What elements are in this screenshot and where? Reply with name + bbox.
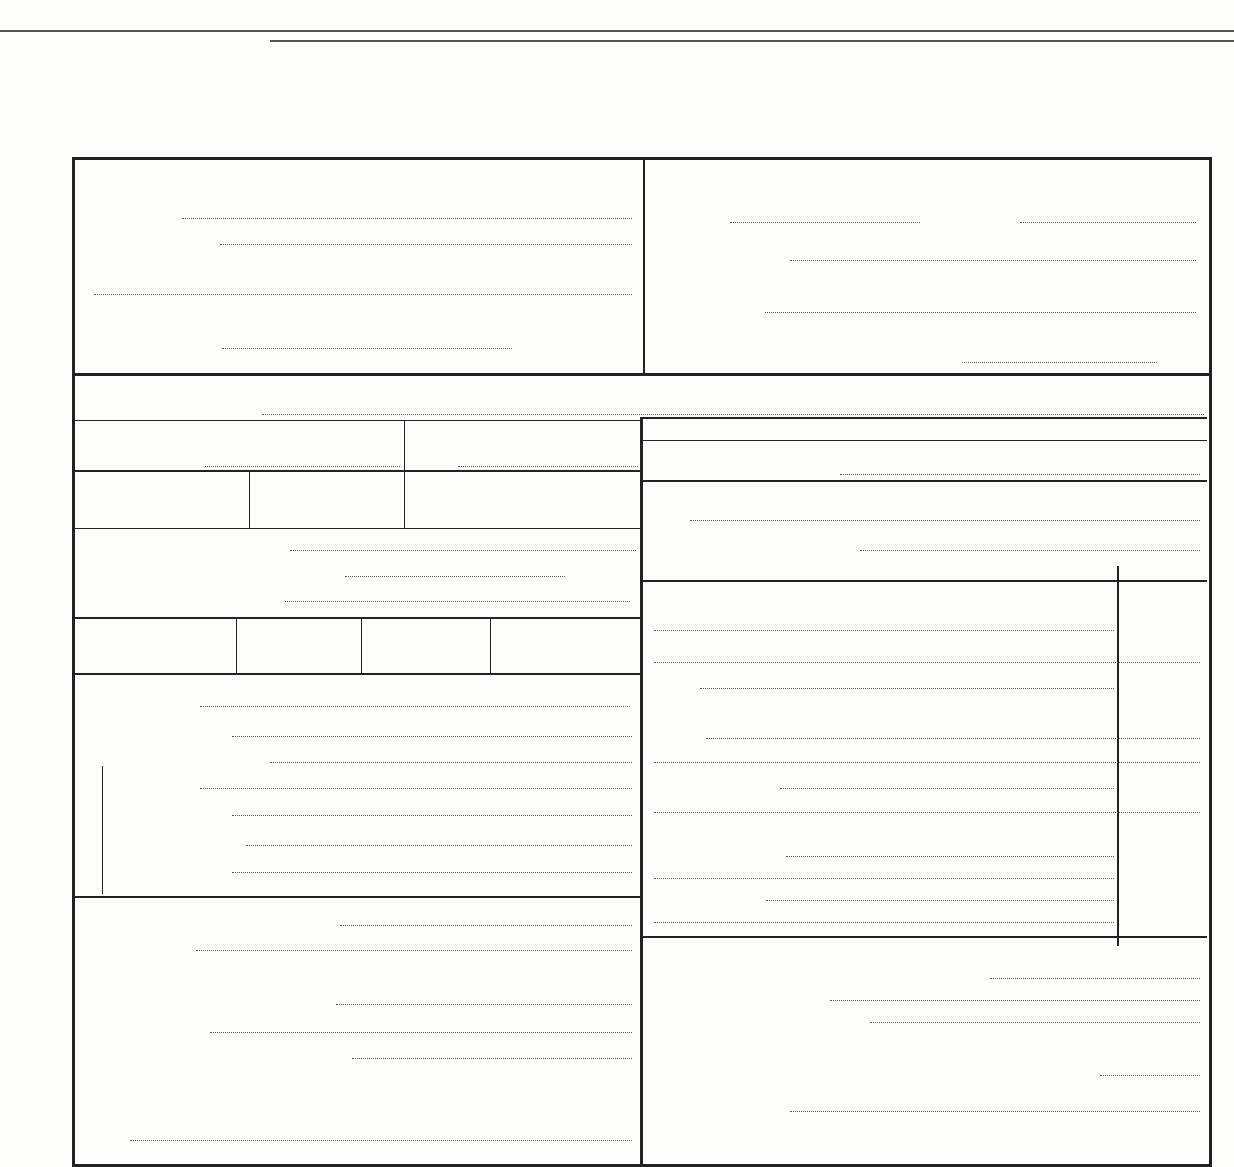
line bbox=[205, 466, 400, 467]
line bbox=[290, 550, 636, 551]
line bbox=[246, 845, 632, 846]
line bbox=[840, 474, 1200, 475]
line bbox=[860, 550, 1200, 551]
line bbox=[870, 1022, 1200, 1023]
line bbox=[1020, 222, 1196, 223]
line bbox=[790, 260, 1196, 261]
line bbox=[182, 218, 632, 219]
line bbox=[786, 856, 1114, 857]
divider bbox=[642, 440, 1207, 441]
divider bbox=[72, 617, 642, 619]
line bbox=[706, 738, 1200, 739]
line bbox=[790, 1111, 1200, 1112]
line bbox=[458, 466, 638, 467]
line bbox=[232, 815, 632, 816]
line bbox=[220, 244, 632, 245]
sheet-edge bbox=[0, 30, 1234, 32]
divider bbox=[236, 619, 237, 673]
line bbox=[285, 601, 630, 602]
line bbox=[94, 294, 632, 295]
divider bbox=[490, 619, 491, 673]
line bbox=[352, 1058, 632, 1059]
divider bbox=[72, 896, 642, 898]
line bbox=[730, 222, 920, 223]
divider bbox=[642, 936, 1207, 938]
line bbox=[1100, 1075, 1200, 1076]
divider bbox=[1117, 566, 1119, 946]
divider bbox=[72, 528, 642, 529]
divider bbox=[72, 420, 642, 421]
line bbox=[345, 576, 565, 577]
line bbox=[222, 348, 512, 349]
divider bbox=[72, 470, 642, 472]
line bbox=[200, 788, 632, 789]
divider bbox=[404, 420, 405, 528]
line bbox=[654, 762, 1200, 763]
line bbox=[336, 1004, 632, 1005]
line bbox=[200, 706, 630, 707]
line bbox=[232, 872, 632, 873]
divider bbox=[642, 580, 1207, 582]
sheet-edge bbox=[270, 40, 1234, 42]
line bbox=[654, 812, 1200, 813]
divider bbox=[640, 417, 643, 1164]
divider bbox=[249, 472, 250, 528]
side-instructions bbox=[8, 0, 68, 1040]
line bbox=[654, 922, 1114, 923]
line bbox=[690, 520, 1200, 521]
line bbox=[962, 362, 1157, 363]
divider bbox=[642, 417, 1207, 419]
line bbox=[262, 414, 1204, 415]
line bbox=[766, 900, 1114, 901]
line bbox=[340, 925, 632, 926]
divider bbox=[643, 157, 645, 373]
line bbox=[196, 950, 632, 951]
line bbox=[210, 1032, 632, 1033]
divider bbox=[102, 766, 103, 894]
divider bbox=[72, 373, 1209, 376]
divider bbox=[72, 673, 642, 675]
line bbox=[270, 762, 632, 763]
line bbox=[654, 878, 1114, 879]
divider bbox=[361, 619, 362, 673]
line bbox=[765, 312, 1196, 313]
line bbox=[654, 662, 1200, 663]
line bbox=[780, 788, 1114, 789]
line bbox=[990, 978, 1200, 979]
line bbox=[232, 736, 632, 737]
line bbox=[830, 1000, 1200, 1001]
line bbox=[654, 630, 1114, 631]
line bbox=[700, 688, 1114, 689]
line bbox=[130, 1140, 632, 1141]
divider bbox=[642, 480, 1207, 482]
